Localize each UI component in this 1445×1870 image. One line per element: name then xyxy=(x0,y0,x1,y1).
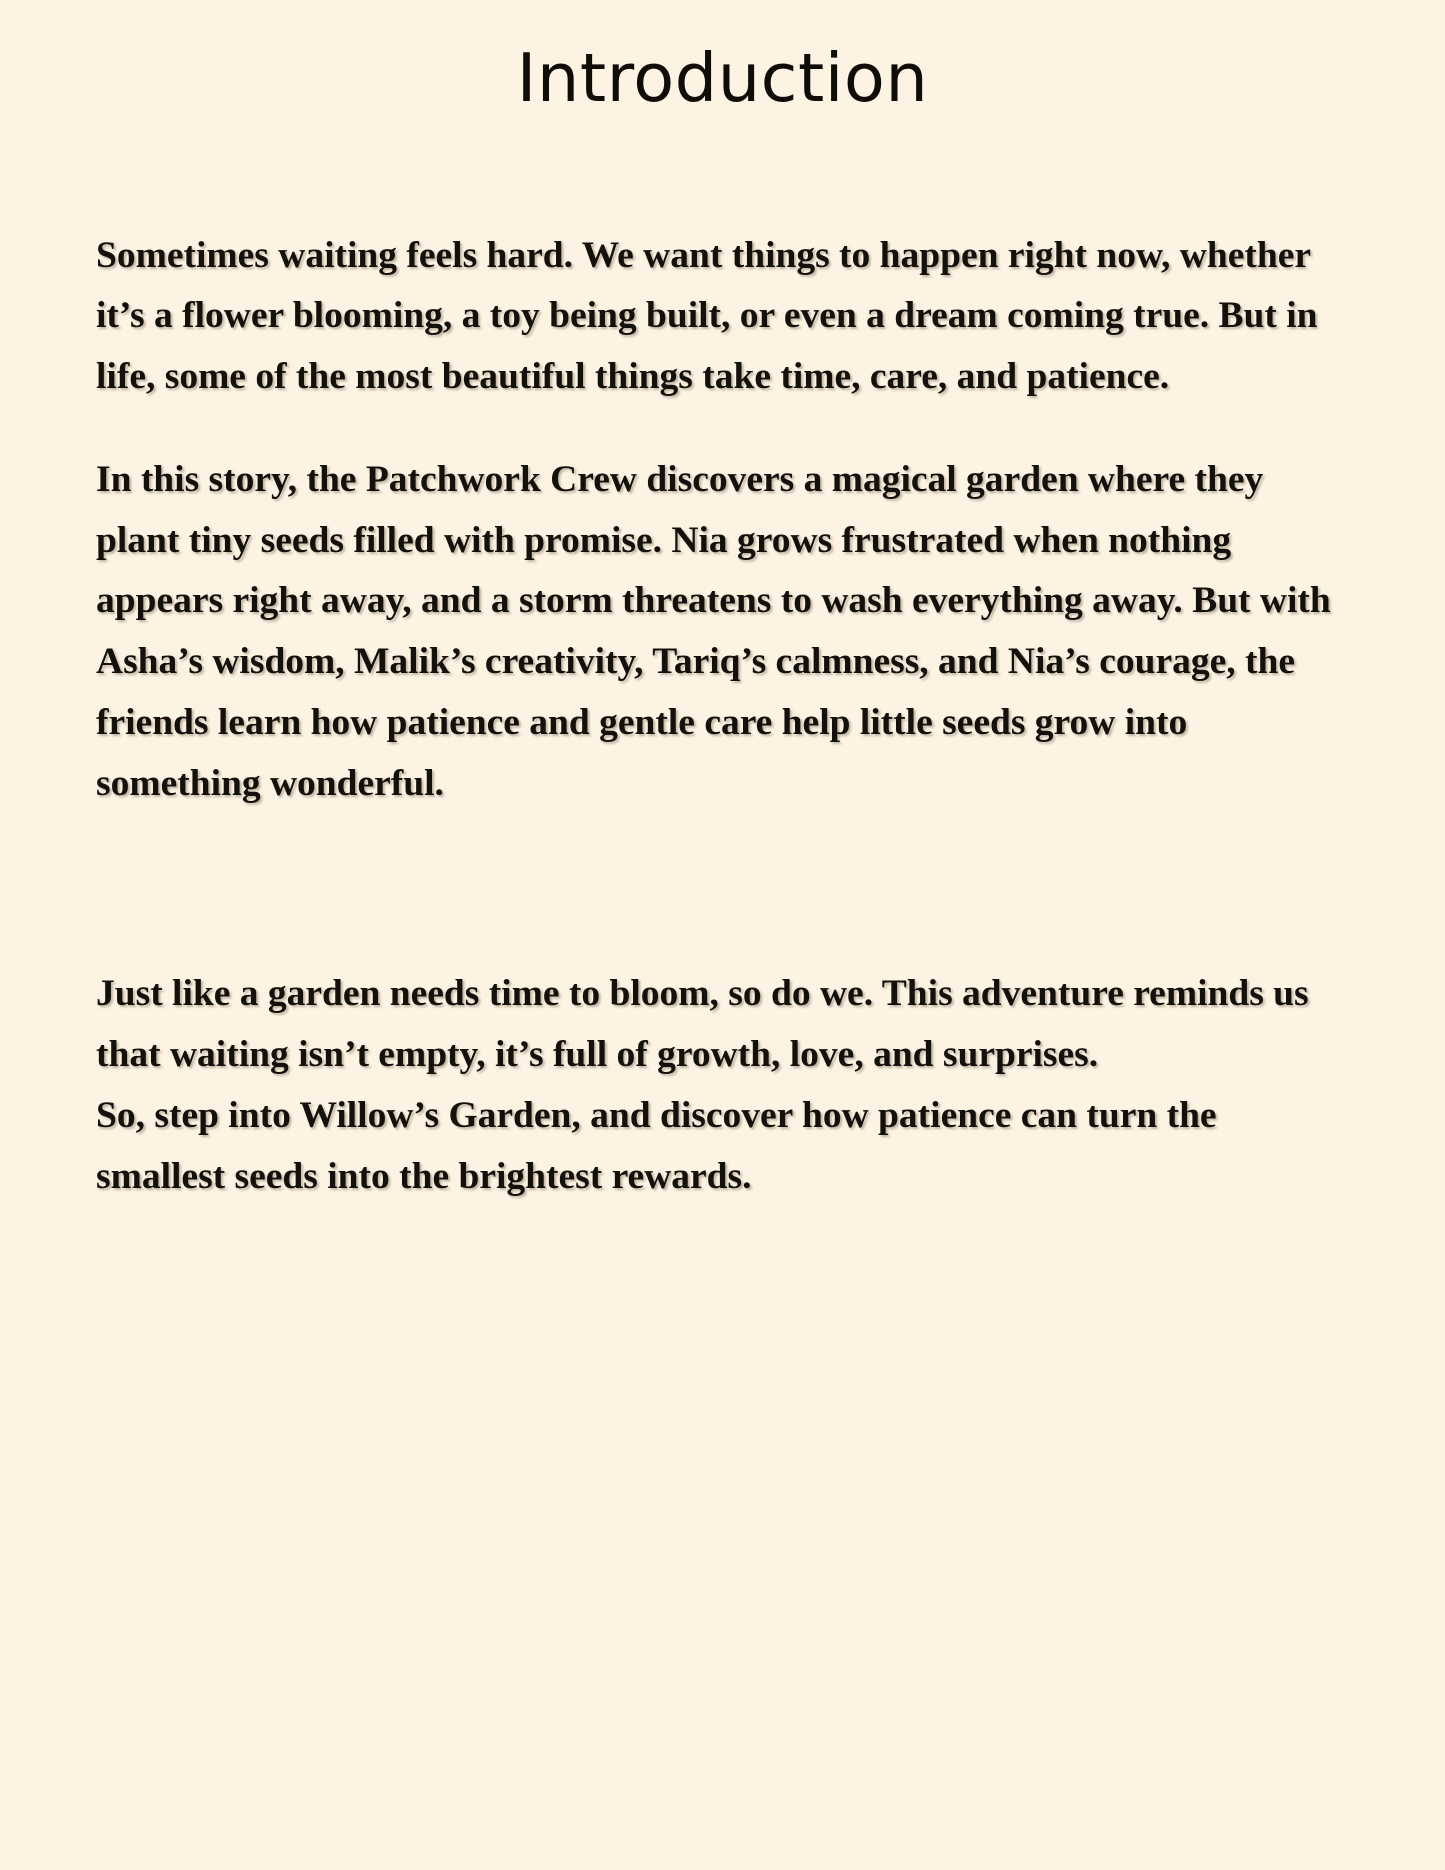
paragraph-3: Just like a garden needs time to bloom, so do we. This adventure reminds us that waiting isn’t empty, it’s full of growth, love, and surprises. xyxy=(96,973,1309,1076)
title-body-spacer xyxy=(0,116,1445,226)
paragraph-spacer-1 xyxy=(96,408,1349,450)
paragraph-4: So, step into Willow’s Garden, and discover how patience can turn the smallest seeds into the brightest rewards. xyxy=(96,1094,1217,1197)
paragraph-spacer-2 xyxy=(96,814,1349,964)
paragraph-1: Sometimes waiting feels hard. We want things to happen right now, whether it’s a flower blooming, a toy being built, or even a dream coming true. But in life, some of the most beautiful things take time, care, and patience. xyxy=(96,234,1318,398)
paragraph-2: In this story, the Patchwork Crew discovers a magical garden where they plant tiny seeds filled with promise. Nia grows frustrated when nothing appears right away, and a storm threatens to wash everything away. But with Asha’s wisdom, Malik’s creativity, Tariq’s calmness, and Nia’s courage, the friends learn how patience and gentle care help little seeds grow into something wonderful. xyxy=(96,458,1331,804)
page-title: Introduction xyxy=(516,39,929,117)
document-body xyxy=(0,226,1445,1208)
